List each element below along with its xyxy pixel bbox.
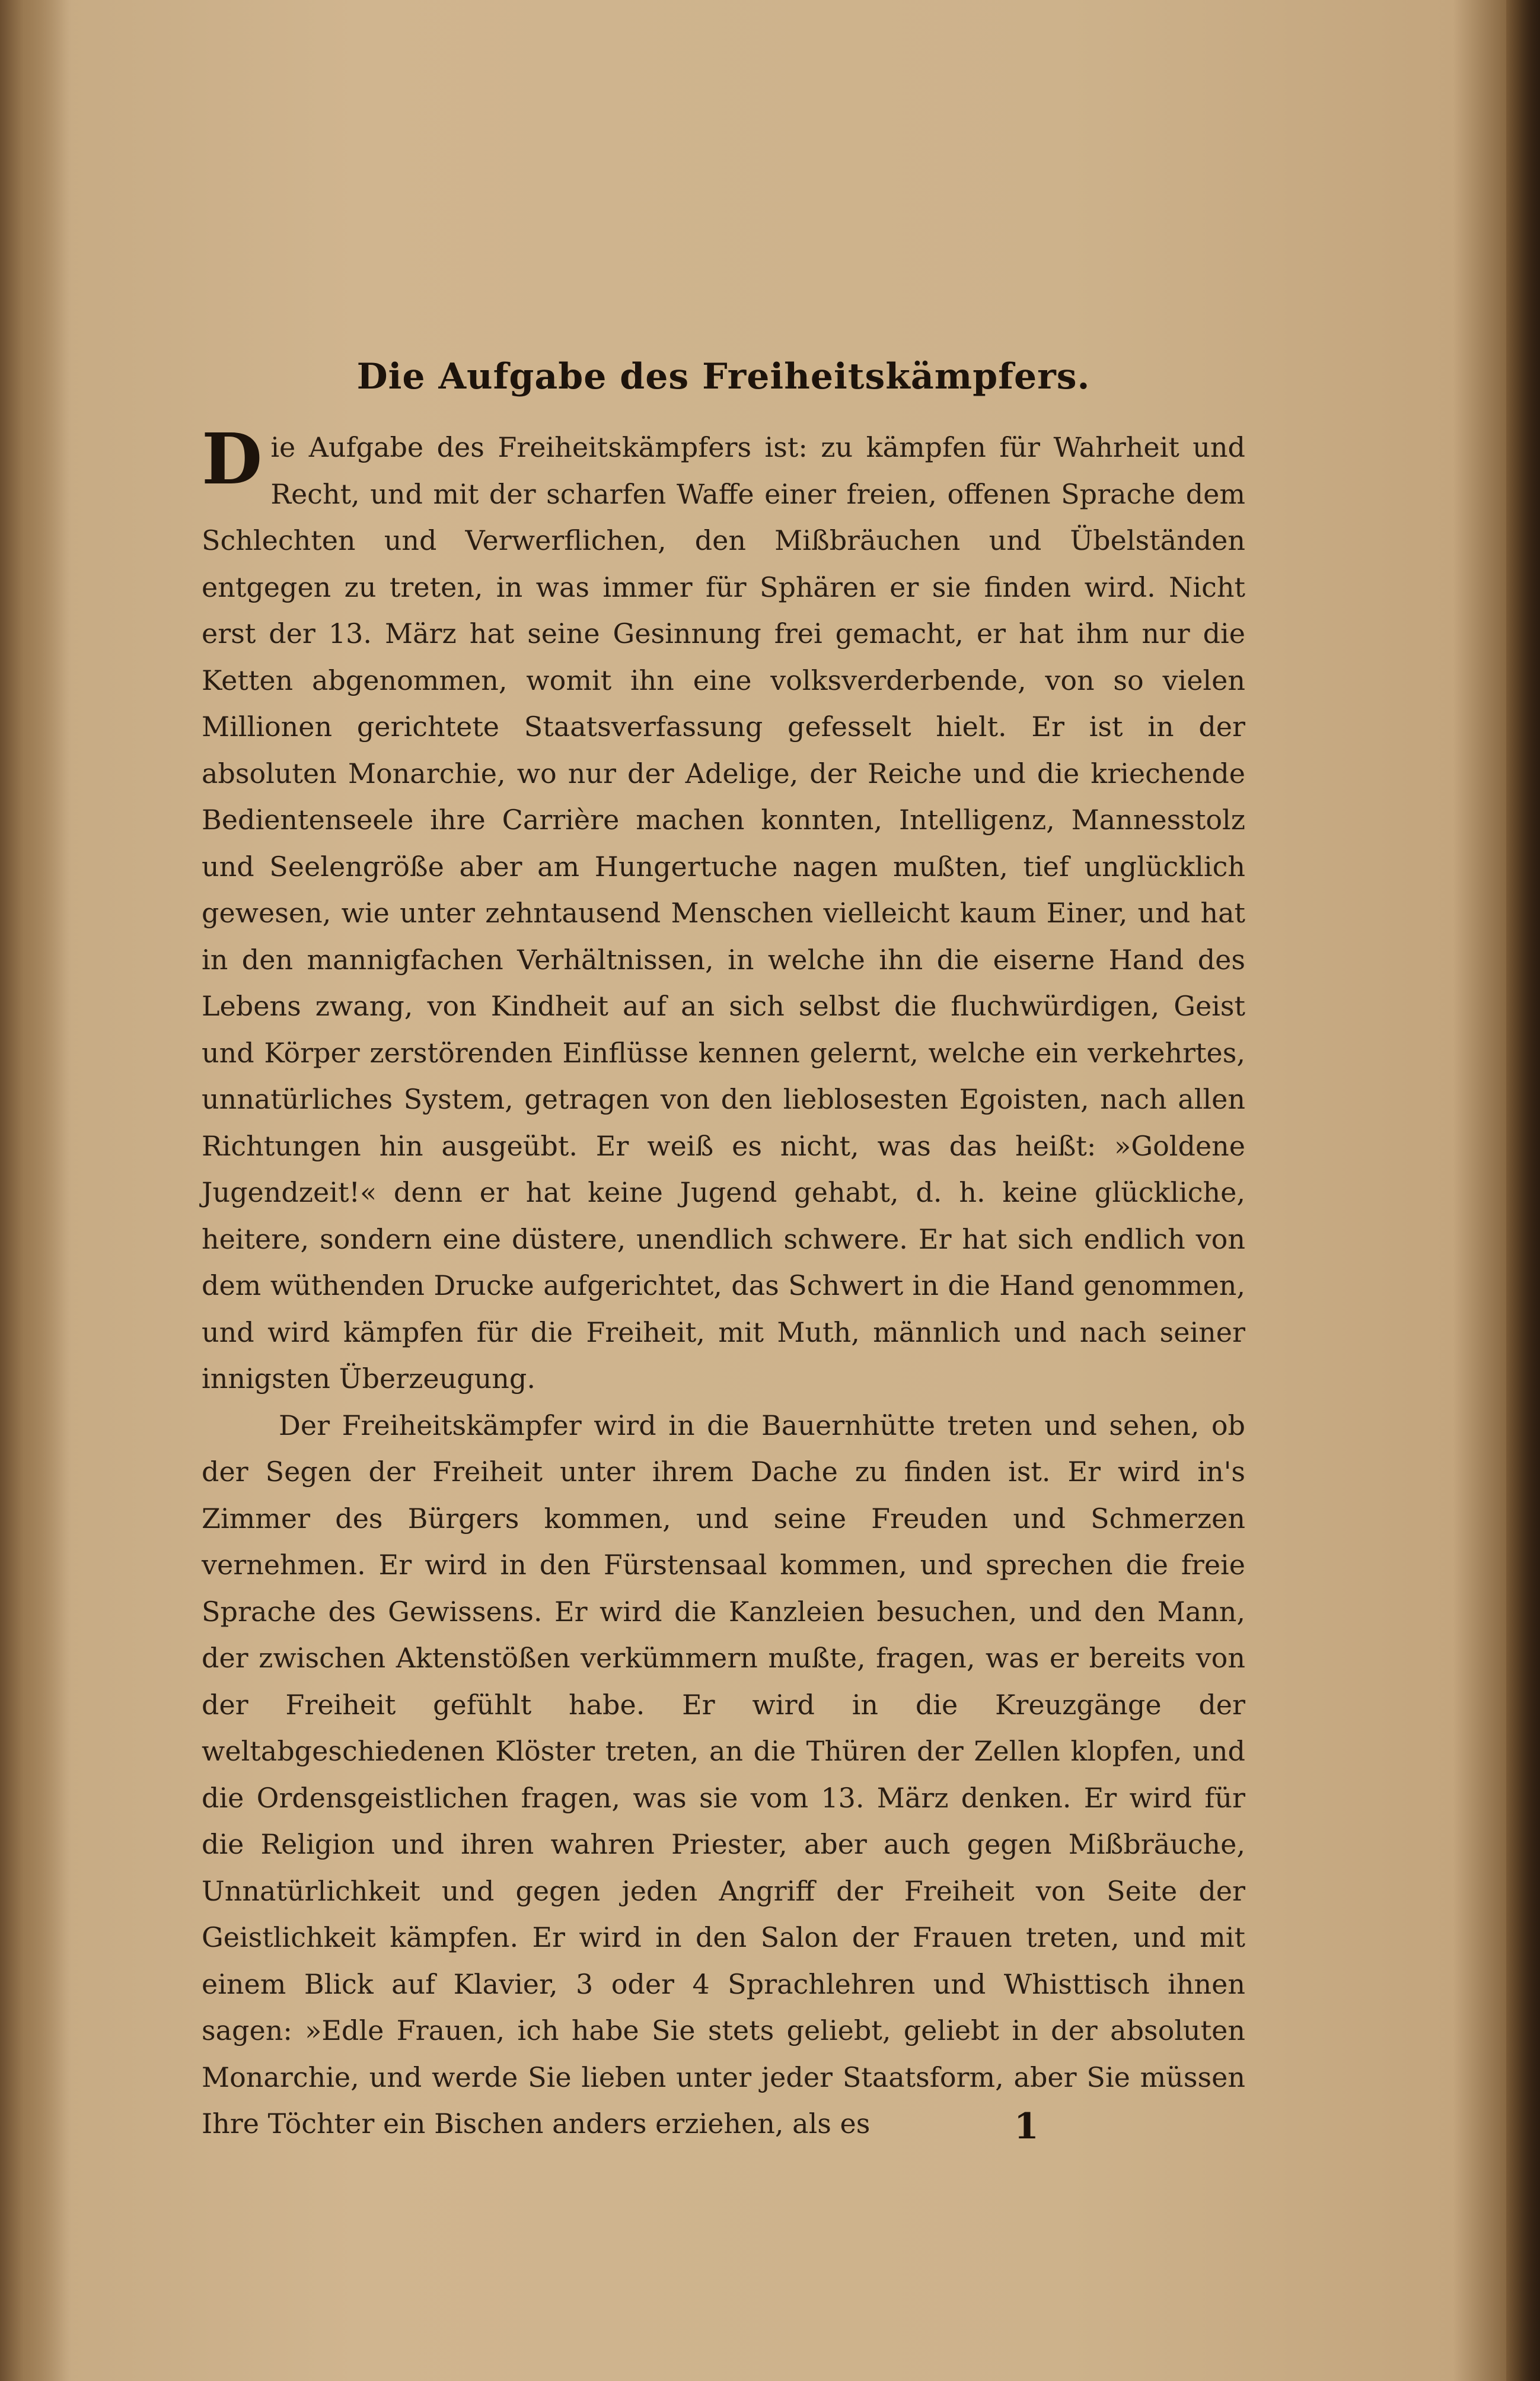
body-text [202, 418, 1245, 2147]
paragraph-1 [202, 418, 1245, 1402]
page-edge-shadow [1506, 0, 1540, 2381]
book-gutter [0, 0, 71, 2381]
page-title: Die Aufgabe des Freiheitskämpfers. [356, 356, 1091, 397]
paragraph-2: Der Freiheitskämpfer wird in die Bauernhütte treten und sehen, ob der Segen der Freiheit unter ihrem Dache zu finden ist. Er wird in's Zimmer des Bürgers kommen, und seine Freuden und Schmerzen vernehmen. Er wird in den Fürstensaal kommen, und sprechen die freie Sprache des Gewissens. Er wird die Kanzleien besuchen, und den Mann, der zwischen Aktenstößen verkümmern mußte, fragen, was er bereits von der Freiheit gefühlt habe. Er wird in die Kreuzgänge der weltabgeschiedenen Klöster treten, an die Thüren der Zellen klopfen, und die Ordensgeistlichen fragen, was sie vom 13. März denken. Er wird für die Religion und ihren wahren Priester, aber auch gegen Mißbräuche, Unnatürlichkeit und gegen jeden Angriff der Freiheit von Seite der Geistlichkeit kämpfen. Er wird in den Salon der Frauen treten, und mit einem Blick auf Klavier, 3 oder 4 Sprachlehren und Whisttisch ihnen sagen: »Edle Frauen, ich habe Sie stets geliebt, geliebt in der absoluten Monarchie, und werde Sie lieben unter jeder Staatsform, aber Sie müssen Ihre Töchter ein Bischen anders erziehen, als es [202, 1409, 1245, 2140]
paragraph-1-text: ie Aufgabe des Freiheitskämpfers ist: zu kämpfen für Wahrheit und Recht, und mit der scharfen Waffe einer freien, offenen Sprache dem Schlechten und Verwerflichen, den Mißbräuchen und Übelständen entgegen zu treten, in was immer für Sphären er sie finden wird. Nicht erst der 13. März hat seine Gesinnung frei gemacht, er hat ihm nur die Ketten abgenommen, womit ihn eine volksverderbende, von so vielen Millionen gerichtete Staatsverfassung gefesselt hielt. Er ist in der absoluten Monarchie, wo nur der Adelige, der Reiche und die kriechende Bedientenseele ihre Carrière machen konnten, Intelligenz, Mannesstolz und Seelengröße aber am Hungertuche nagen mußten, tief unglücklich gewesen, wie unter zehntausend Menschen vielleicht kaum Einer, und hat in den mannigfachen Verhältnissen, in welche ihn die eiserne Hand des Lebens zwang, von Kindheit auf an sich selbst die fluchwürdigen, Geist und Körper zerstörenden Einflüsse kennen gelernt, welche ein verkehrtes, unnatürliches System, getragen von den lieblosesten Egoisten, nach allen Richtungen hin ausgeübt. Er weiß es nicht, was das heißt: »Goldene Jugendzeit!« denn er hat keine Jugend gehabt, d. h. keine glückliche, heitere, sondern eine düstere, unendlich schwere. Er hat sich endlich von dem wüthenden Drucke aufgerichtet, das Schwert in die Hand genommen, und wird kämpfen für die Freiheit, mit Muth, männlich und nach seiner innigsten Überzeugung. [202, 431, 1245, 1395]
page-content [202, 356, 1245, 2165]
page-number: 1 [1014, 2106, 1039, 2147]
drop-cap: D [202, 418, 263, 500]
